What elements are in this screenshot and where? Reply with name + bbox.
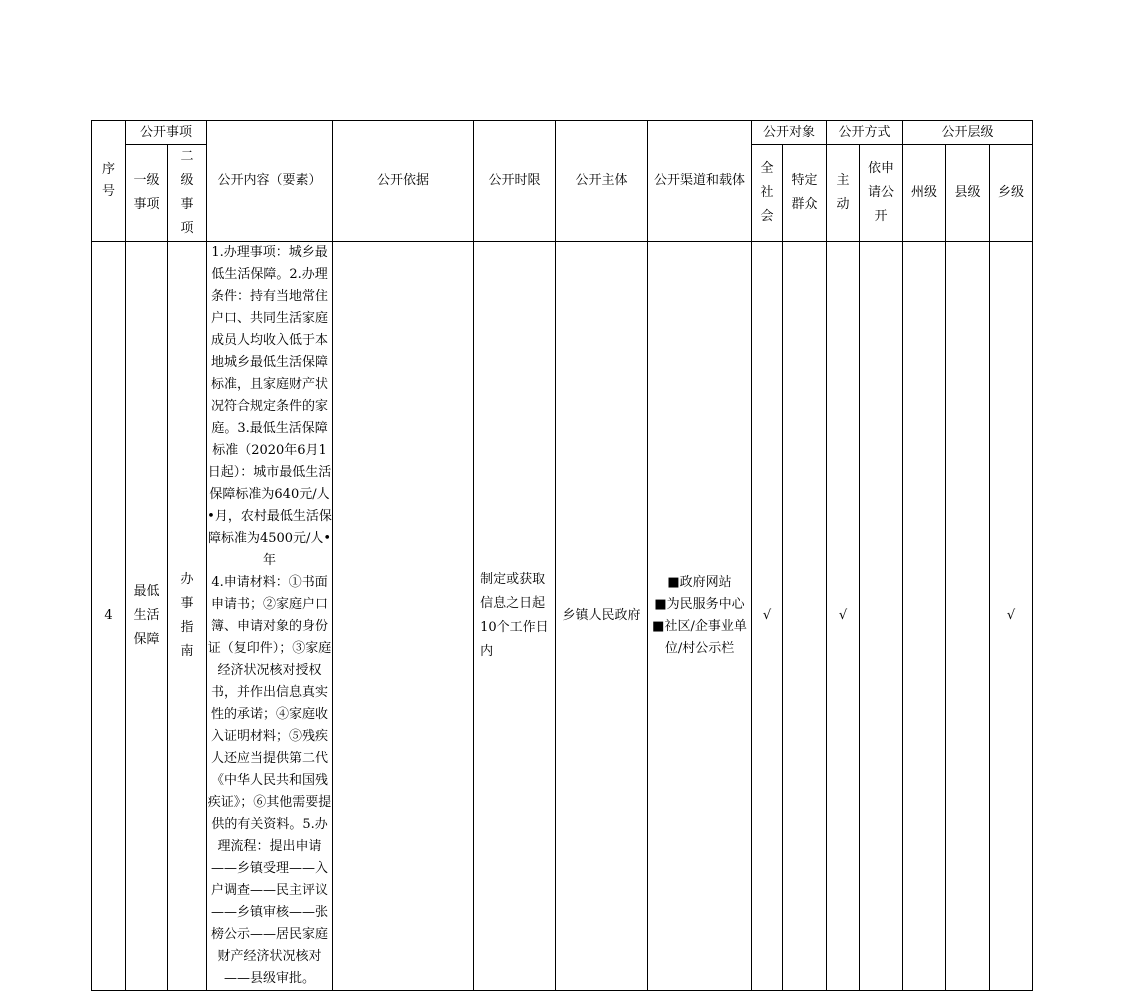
row-target-all: √ xyxy=(752,242,783,991)
table-row xyxy=(92,242,1033,991)
row-level-state xyxy=(903,242,946,991)
row-basis xyxy=(333,242,474,991)
header-level: 公开层级 xyxy=(903,121,1033,145)
row-method-apply xyxy=(860,242,903,991)
header-method-active: 主动 xyxy=(827,145,860,242)
header-target-all: 全社会 xyxy=(752,145,783,242)
row-method-active: √ xyxy=(827,242,860,991)
header-level1: 一级事项 xyxy=(126,145,168,242)
row-level-town: √ xyxy=(990,242,1033,991)
header-level-state: 州级 xyxy=(903,145,946,242)
header-level-town: 乡级 xyxy=(990,145,1033,242)
row-content: 1.办理事项：城乡最低生活保障。2.办理条件：持有当地常住户口、共同生活家庭成员人均收入低于本地城乡最低生活保障标准，且家庭财产状况符合规定条件的家庭。3.最低生活保障标准（2020年6月1日起）：城市最低生活保障标准为640元/人•月，农村最低生活保障标准为4500元/人•年 4.申请材料：①书面申请书；②家庭户口簿、申请对象的身份证（复印件）；③家庭经济状况核对授权书，并作出信息真实性的承诺；④家庭收入证明材料；⑤残疾人还应当提供第二代《中华人民共和国残疾证》；⑥其他需要提供的有关资料。5.办理流程：提出申请——乡镇受理——入户调查——民主评议——乡镇审核——张榜公示——居民家庭财产经济状况核对——县级审批。 xyxy=(207,242,333,991)
header-row-1 xyxy=(92,121,1033,145)
header-subject: 公开主体 xyxy=(556,121,648,242)
header-target-specific: 特定群众 xyxy=(783,145,827,242)
header-basis: 公开依据 xyxy=(333,121,474,242)
disclosure-table xyxy=(91,120,1033,991)
row-channel: ■政府网站 ■为民服务中心 ■社区/企事业单位/村公示栏 xyxy=(648,242,752,991)
header-time-limit: 公开时限 xyxy=(474,121,556,242)
row-seq: 4 xyxy=(92,242,126,991)
row-subject: 乡镇人民政府 xyxy=(556,242,648,991)
row-level1: 最低生活保障 xyxy=(126,242,168,991)
header-level2: 二级事项 xyxy=(168,145,207,242)
header-channel: 公开渠道和载体 xyxy=(648,121,752,242)
header-content: 公开内容（要素） xyxy=(207,121,333,242)
row-level-county xyxy=(946,242,990,991)
row-level2: 办事指南 xyxy=(168,242,207,991)
row-target-specific xyxy=(783,242,827,991)
header-method-apply: 依申请公开 xyxy=(860,145,903,242)
header-seq: 序号 xyxy=(92,121,126,242)
header-public-items: 公开事项 xyxy=(126,121,207,145)
header-method: 公开方式 xyxy=(827,121,903,145)
header-target: 公开对象 xyxy=(752,121,827,145)
header-level-county: 县级 xyxy=(946,145,990,242)
row-time-limit: 制定或获取信息之日起10个工作日内 xyxy=(474,242,556,991)
